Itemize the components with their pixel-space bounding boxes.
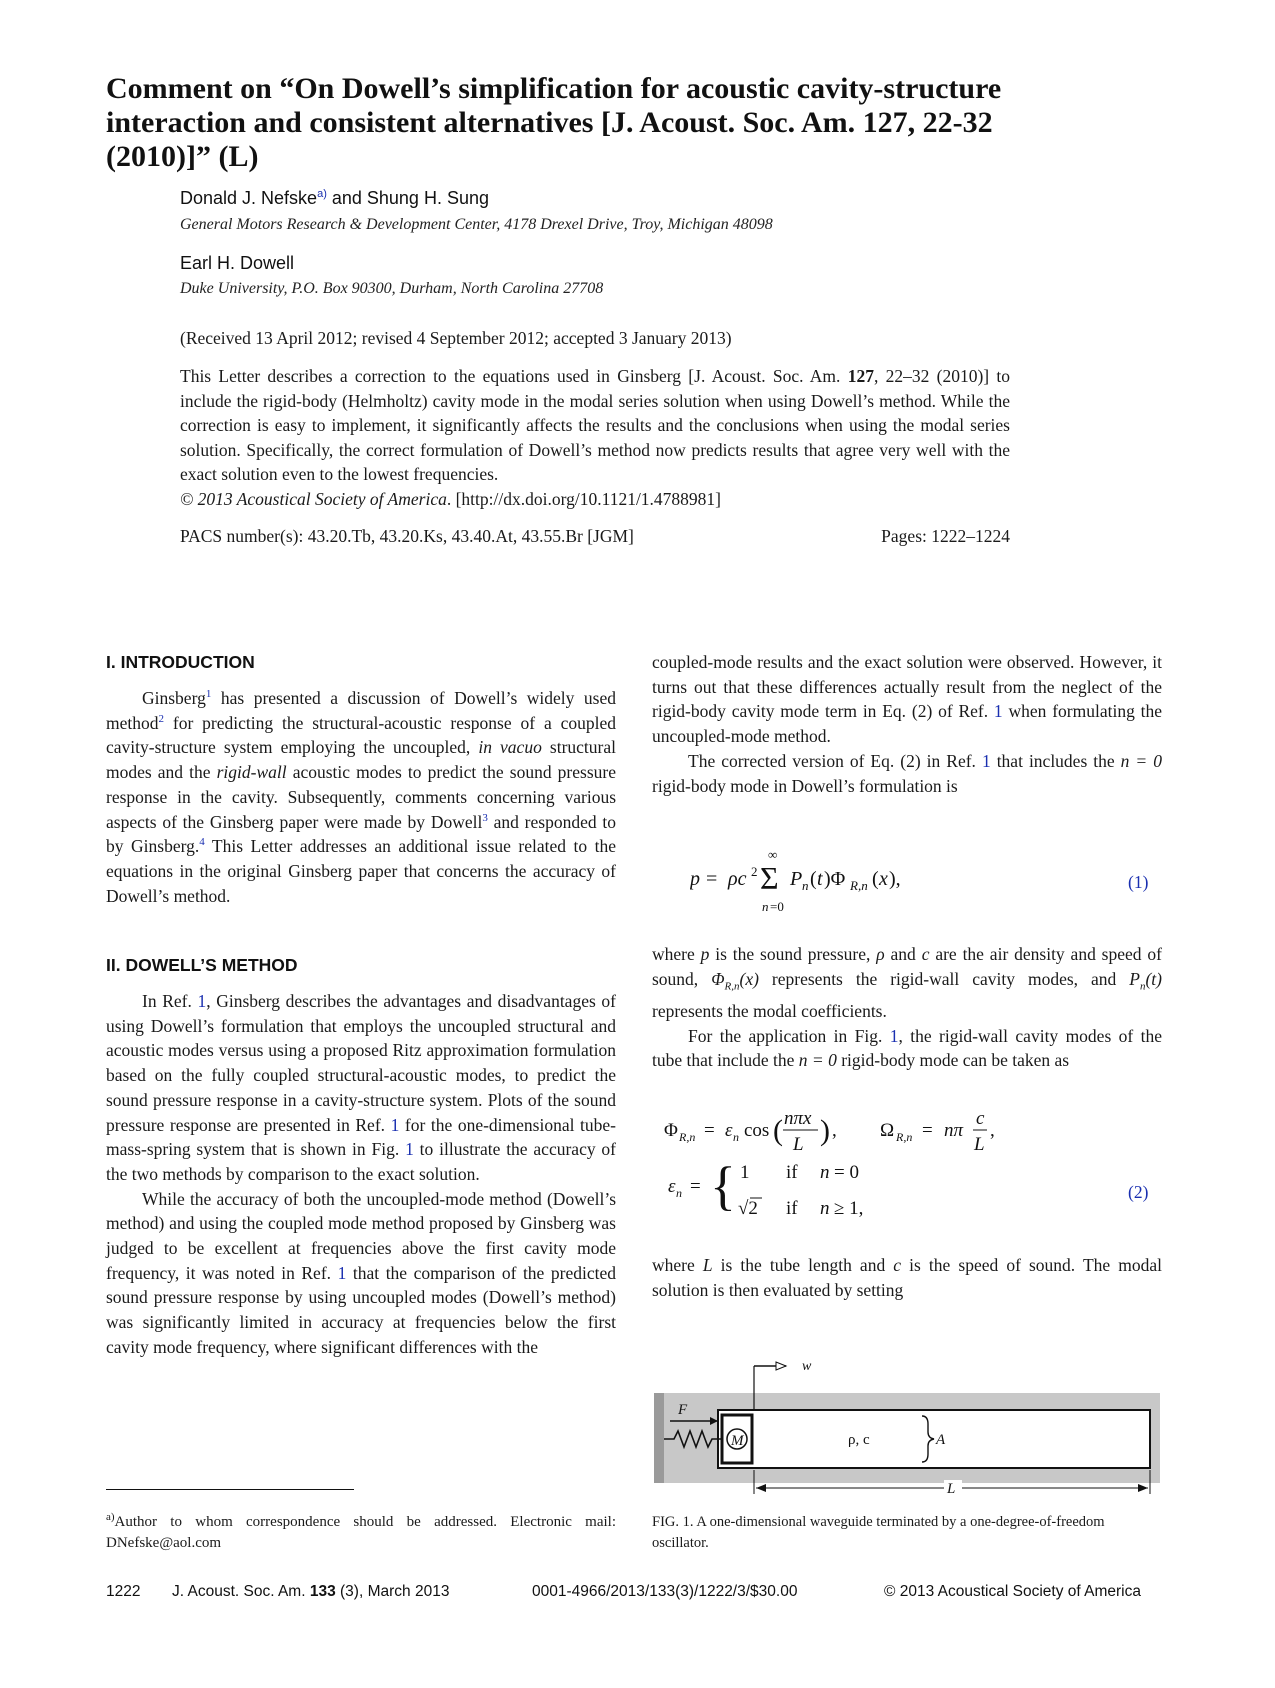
- intro-paragraph: [106, 686, 616, 908]
- svg-text:=0: =0: [770, 899, 784, 914]
- affiliation-1: General Motors Research & Development Center, 4178 Drexel Drive, Troy, Michigan 48098: [180, 216, 773, 233]
- svg-text:2: 2: [751, 864, 758, 879]
- author-line-1: [180, 188, 489, 209]
- citation-link[interactable]: 1: [205, 688, 212, 701]
- text: Ginsberg: [142, 688, 206, 708]
- svg-text:if: if: [786, 1198, 798, 1219]
- svg-text:nπ: nπ: [944, 1120, 964, 1141]
- citation-link[interactable]: 4: [199, 836, 205, 849]
- svg-text:=: =: [706, 868, 718, 890]
- svg-text:cos: cos: [744, 1120, 770, 1141]
- footer-page-number: 1222: [106, 1583, 141, 1600]
- abstract-volume: 127: [847, 366, 874, 386]
- svg-text:√2: √2: [738, 1198, 758, 1219]
- author-name: Donald J. Nefske: [180, 188, 318, 208]
- footnote-mark: a): [106, 1511, 115, 1523]
- math-inline: $\Phi_{R,n}(x)$: [711, 968, 759, 993]
- abstract-copyright: © 2013 Acoustical Society of America: [180, 488, 447, 509]
- text: rigid-body mode can be taken as: [836, 1050, 1070, 1071]
- svg-text:p: p: [690, 868, 700, 890]
- citation-link[interactable]: 1: [390, 1114, 400, 1135]
- abstract: [180, 364, 1010, 511]
- text: In Ref.: [142, 991, 198, 1011]
- rho-c-label: ρ, c: [848, 1432, 870, 1448]
- text: where: [652, 944, 701, 964]
- w-arrowhead: [776, 1362, 786, 1370]
- text: While the accuracy of both the uncoupled-mode method (Dowell’s method) and using the coupled mode method proposed by Ginsberg was judged to be excellent at frequencies above the first cavity mode frequency, it was noted in Ref.: [106, 1188, 616, 1283]
- math-inline: n = 0: [798, 1050, 837, 1071]
- abstract-doi[interactable]: . [http://dx.doi.org/10.1121/1.4788981]: [446, 488, 722, 509]
- text: represents the modal coefficients.: [652, 1000, 887, 1021]
- svg-text:nπx: nπx: [784, 1108, 812, 1129]
- svg-text:n: n: [802, 878, 809, 893]
- svg-text:=: =: [704, 1120, 715, 1141]
- svg-text:,: ,: [832, 1120, 837, 1141]
- mass-label: M: [731, 1433, 744, 1449]
- citation-link[interactable]: 1: [981, 750, 991, 771]
- svg-text:P: P: [790, 868, 803, 890]
- area-label: A: [936, 1432, 946, 1448]
- footnote-text: Author to whom correspondence should be addressed. Electronic mail: DNefske@aol.com: [106, 1514, 616, 1551]
- svg-text:): ): [820, 1114, 830, 1147]
- svg-text:if: if: [786, 1162, 798, 1183]
- intro-heading: I. INTRODUCTION: [106, 652, 255, 672]
- method-paragraphs: [106, 989, 616, 1360]
- equation-2: [660, 1100, 1160, 1230]
- svg-text:(: (: [872, 868, 879, 890]
- footer-journal: [172, 1583, 449, 1601]
- svg-text:ρc: ρc: [728, 868, 747, 890]
- text: are the air density and speed of sound,: [652, 944, 1162, 989]
- text: coupled-mode results and the exact solution were observed. However, it turns out that these differences actually result from the neglect of the rigid-body cavity mode term in Eq. (2) of Ref.: [652, 652, 1162, 722]
- text: For the application in Fig.: [688, 1025, 890, 1046]
- svg-text:R,n: R,n: [850, 878, 868, 893]
- equation-1: [690, 845, 1160, 915]
- force-label: F: [678, 1402, 688, 1418]
- page-title: Comment on “On Dowell’s simplification for acoustic cavity-structure interaction and consistent alternatives [J. Acoust. Soc. Am. 127, 22-32 (2010)]” (L): [106, 72, 1002, 173]
- math-inline: L: [702, 1255, 713, 1275]
- svg-text:ε: ε: [725, 1120, 733, 1141]
- svg-text:1: 1: [740, 1162, 750, 1183]
- text: is the sound pressure,: [709, 944, 877, 964]
- text: and: [884, 944, 922, 964]
- right-column-text-3: [652, 1253, 1162, 1302]
- text: has presented a discussion of Dowell’s widely used method: [106, 688, 616, 733]
- text: for the one-dimensional tube-mass-spring system that is shown in Fig.: [106, 1114, 616, 1160]
- svg-text:n: n: [762, 899, 769, 914]
- svg-text:t: t: [817, 868, 823, 890]
- svg-text:L: L: [974, 1134, 985, 1155]
- math-inline: p: [700, 944, 710, 964]
- footer-journal-name: J. Acoust. Soc. Am.: [172, 1583, 310, 1600]
- footnote-rule: [106, 1489, 354, 1490]
- math-inline: $P_n(t)$: [1129, 968, 1163, 993]
- text: is the tube length and: [712, 1255, 894, 1275]
- text: when formulating the uncoupled-mode method.: [652, 701, 1163, 747]
- svg-text:=: =: [690, 1176, 701, 1197]
- svg-text:Φ: Φ: [664, 1120, 678, 1141]
- text: , Ginsberg describes the advantages and disadvantages of using Dowell’s formulation that employs the uncoupled structural and acoustic modes versus using a proposed Ritz approximation formulation based on the fully coupled structural-acoustic modes, to predict the sound pressure response in a cavity-structure system. Plots of the sound pressure response are presented in Ref.: [106, 991, 616, 1135]
- svg-text:≥ 1,: ≥ 1,: [834, 1198, 864, 1219]
- w-label: w: [802, 1360, 812, 1374]
- author-footnote-mark[interactable]: a): [317, 188, 327, 200]
- method-heading: II. DOWELL’S METHOD: [106, 955, 298, 975]
- text: and responded to by Ginsberg.: [106, 811, 617, 857]
- text: in vacuo: [478, 737, 542, 758]
- svg-text:n: n: [820, 1198, 830, 1219]
- footer-code: 0001-4966/2013/133(3)/1222/3/$30.00: [532, 1583, 798, 1600]
- footer-copyright: © 2013 Acoustical Society of America: [884, 1583, 1141, 1600]
- abstract-text-2: , 22–32 (2010)] to include the rigid-body (Helmholtz) cavity mode in the modal series solution when using Dowell’s method. While the correction is easy to implement, it significantly affects the results and the conclusions when using the modal series solution. Specifically, the correct formulation of Dowell’s method now predicts results that agree very well with the exact solution even to the lowest frequencies.: [180, 366, 1010, 484]
- text: rigid-wall: [216, 762, 287, 783]
- citation-link[interactable]: 1: [993, 701, 1003, 722]
- svg-text:R,n: R,n: [679, 1130, 696, 1144]
- citation-link[interactable]: 1: [197, 991, 207, 1011]
- svg-text:)Φ: )Φ: [824, 868, 846, 890]
- text: represents the rigid-wall cavity modes, and: [758, 968, 1130, 989]
- svg-text:{: {: [710, 1156, 736, 1216]
- math-inline: c: [921, 944, 930, 964]
- footer-journal-volume: 133: [309, 1583, 336, 1600]
- figure-1-diagram: [652, 1360, 1162, 1495]
- footer-journal-issue: (3), March 2013: [335, 1583, 450, 1600]
- svg-text:= 0: = 0: [834, 1162, 859, 1183]
- received-dates: (Received 13 April 2012; revised 4 September 2012; accepted 3 January 2013): [180, 328, 732, 348]
- dim-arrow-left: [756, 1484, 766, 1492]
- svg-text:n: n: [676, 1186, 682, 1200]
- fixed-wall: [654, 1393, 664, 1483]
- page-range: Pages: 1222–1224: [881, 526, 1010, 546]
- author-name-rest: and Shung H. Sung: [326, 188, 489, 208]
- equation-2-number[interactable]: (2): [1128, 1182, 1149, 1202]
- equation-1-number[interactable]: (1): [1128, 872, 1149, 892]
- svg-text:Σ: Σ: [760, 860, 779, 896]
- figure-1: [652, 1360, 1162, 1495]
- svg-text:n: n: [820, 1162, 830, 1183]
- svg-text:L: L: [793, 1134, 804, 1155]
- citation-link[interactable]: 1: [337, 1262, 347, 1283]
- text: The corrected version of Eq. (2) in Ref.: [688, 750, 982, 771]
- svg-text:∞: ∞: [768, 847, 778, 862]
- svg-text:,: ,: [990, 1120, 995, 1141]
- right-column-text-1: [652, 650, 1162, 798]
- text: acoustic modes to predict the sound pressure response in the cavity. Subsequently, comments concerning various aspects of the Ginsberg paper were made by Dowell: [106, 762, 616, 832]
- length-label: L: [947, 1481, 956, 1495]
- text: This Letter addresses an additional issue related to the equations in the original Ginsberg paper that concerns the accuracy of Dowell’s method.: [106, 836, 617, 906]
- text: for predicting the structural-acoustic response of a coupled cavity-structure system employing the uncoupled,: [106, 712, 616, 758]
- text: where: [652, 1255, 703, 1275]
- equation-1-math: [690, 845, 1160, 915]
- text: rigid-body mode in Dowell’s formulation is: [652, 775, 958, 796]
- footnote: [106, 1512, 616, 1554]
- figure-link[interactable]: 1: [889, 1025, 899, 1046]
- text: that the comparison of the predicted sound pressure response by using uncoupled modes (Dowell’s method) was significantly limited in accuracy at frequencies below the first cavity mode frequency, where significant differences with the: [106, 1262, 616, 1357]
- math-inline: c: [893, 1255, 902, 1275]
- svg-text:n: n: [733, 1130, 739, 1144]
- dim-arrow-right: [1138, 1484, 1148, 1492]
- text: structural modes and the: [106, 737, 616, 783]
- text: , the rigid-wall cavity modes of the tube that include the: [652, 1025, 1162, 1071]
- citation-link[interactable]: 2: [158, 712, 164, 725]
- svg-text:ε: ε: [668, 1176, 676, 1197]
- citation-link[interactable]: 3: [482, 811, 488, 824]
- svg-text:(: (: [773, 1114, 783, 1147]
- pacs-numbers: PACS number(s): 43.20.Tb, 43.20.Ks, 43.40.At, 43.55.Br [JGM]: [180, 526, 634, 546]
- svg-text:c: c: [976, 1108, 985, 1129]
- math-inline: ρ: [876, 944, 885, 964]
- right-column-text-2: [652, 942, 1162, 1073]
- figure-link[interactable]: 1: [405, 1139, 414, 1160]
- svg-text:R,n: R,n: [896, 1130, 913, 1144]
- svg-text:Ω: Ω: [880, 1120, 895, 1141]
- svg-text:),: ),: [889, 868, 901, 890]
- svg-text:=: =: [922, 1120, 933, 1141]
- text: is the speed of sound. The modal solution is then evaluated by setting: [652, 1255, 1162, 1300]
- equation-2-math: [660, 1100, 1160, 1230]
- text: to illustrate the accuracy of the two methods by comparison to the exact solution.: [106, 1139, 617, 1184]
- pacs-line: [180, 526, 1010, 547]
- svg-text:x: x: [879, 868, 888, 890]
- math-inline: n = 0: [1120, 750, 1162, 771]
- abstract-text: This Letter describes a correction to the equations used in Ginsberg [J. Acoust. Soc. Am.: [180, 366, 848, 386]
- text: that includes the: [990, 750, 1121, 771]
- svg-text:(: (: [810, 868, 817, 890]
- author-line-2: Earl H. Dowell: [180, 253, 295, 273]
- figure-caption: FIG. 1. A one-dimensional waveguide terminated by a one-degree-of-freedom oscillator.: [652, 1514, 1105, 1551]
- affiliation-2: Duke University, P.O. Box 90300, Durham, North Carolina 27708: [180, 280, 604, 297]
